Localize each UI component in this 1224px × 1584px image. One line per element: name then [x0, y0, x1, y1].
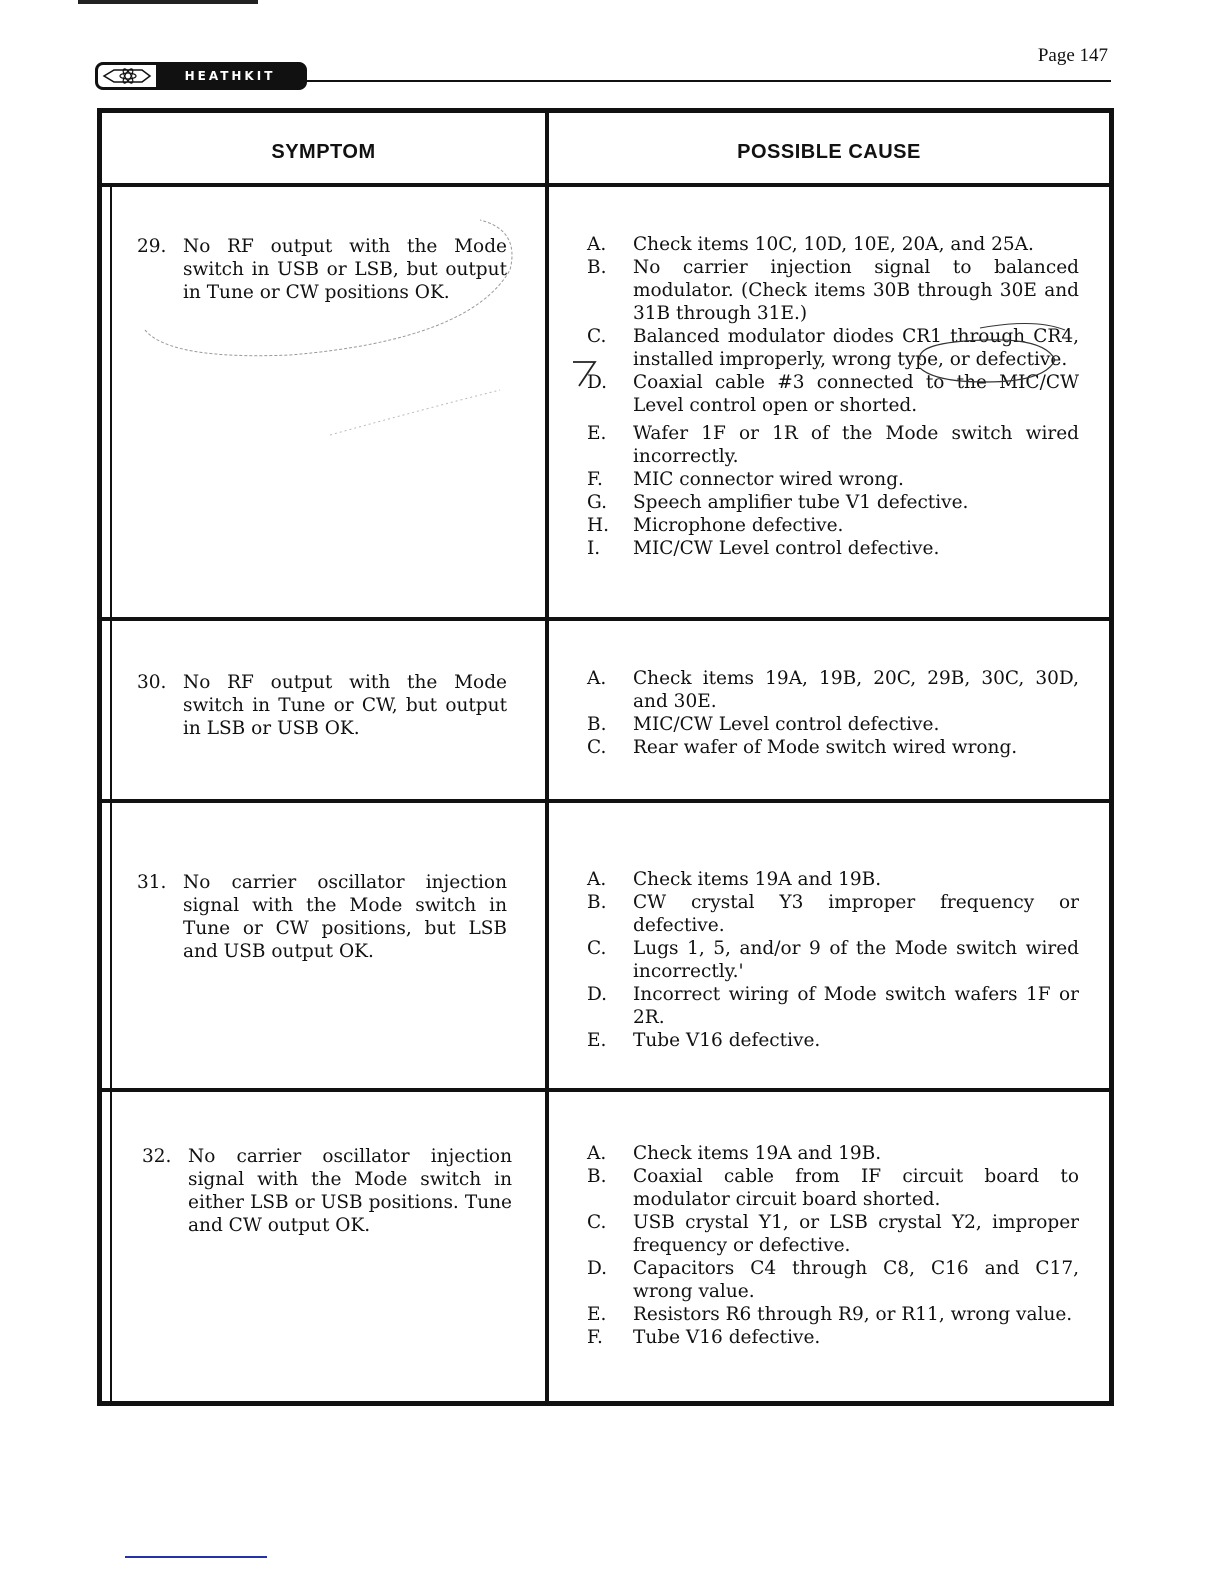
cause-text: Check items 19A and 19B. — [633, 1143, 882, 1164]
cause-letter: F. — [587, 1327, 603, 1348]
cause-text: Wafer 1F or 1R of the Mode switch wired incorrectly. — [633, 423, 1079, 467]
column-header-symptom: SYMPTOM — [271, 140, 376, 163]
causes-32 — [587, 1142, 1079, 1349]
cause-letter: C. — [587, 1212, 607, 1233]
causes-31 — [587, 868, 1079, 1052]
symptom-text: No carrier oscillator injection signal with the Mode switch in Tune or CW positions, but LSB and USB output OK. — [183, 872, 507, 962]
cause-text: USB crystal Y1, or LSB crystal Y2, improper frequency or defective. — [633, 1212, 1079, 1256]
symptom-number: 30. — [137, 672, 167, 693]
cause-letter: I. — [587, 538, 601, 559]
cause-item — [587, 983, 1079, 1029]
cause-text: Resistors R6 through R9, or R11, wrong value. — [633, 1304, 1073, 1325]
cause-item — [587, 514, 1079, 537]
symptom-30 — [137, 671, 507, 740]
cause-text: Check items 19A, 19B, 20C, 29B, 30C, 30D, and 30E. — [633, 668, 1079, 712]
cause-letter: D. — [587, 984, 608, 1005]
cause-item — [587, 1029, 1079, 1052]
symptom-text: No RF output with the Mode switch in Tune or CW, but output in LSB or USB OK. — [183, 672, 507, 739]
cause-item — [587, 1142, 1079, 1165]
cause-item — [587, 937, 1079, 983]
footer-mark — [125, 1556, 267, 1558]
symptom-number: 31. — [137, 872, 167, 893]
symptom-text: No carrier oscillator injection signal with the Mode switch in either LSB or USB positions. Tune and CW output OK. — [188, 1146, 512, 1236]
cause-letter: B. — [587, 257, 607, 278]
cause-letter: D. — [587, 1258, 608, 1279]
cause-text: Tube V16 defective. — [633, 1327, 821, 1348]
cause-letter: C. — [587, 326, 607, 347]
cause-letter: D. — [587, 372, 608, 393]
cause-text: Capacitors C4 through C8, C16 and C17, wrong value. — [633, 1258, 1079, 1302]
cause-item — [587, 868, 1079, 891]
header-rule — [305, 80, 1111, 82]
cause-text: CW crystal Y3 improper frequency or defective. — [633, 892, 1079, 936]
cause-text: MIC connector wired wrong. — [633, 469, 904, 490]
cause-letter: B. — [587, 892, 607, 913]
cause-letter: A. — [587, 234, 607, 255]
cause-item — [587, 1211, 1079, 1257]
cause-letter: A. — [587, 668, 607, 689]
cause-item — [587, 537, 1079, 560]
cause-item — [587, 713, 1079, 736]
cause-letter: C. — [587, 938, 607, 959]
symptom-31 — [137, 871, 507, 963]
symptom-number: 29. — [137, 236, 167, 257]
cause-letter: B. — [587, 1166, 607, 1187]
column-header-cause: POSSIBLE CAUSE — [737, 140, 921, 163]
cause-item — [587, 468, 1079, 491]
cause-text: Lugs 1, 5, and/or 9 of the Mode switch wired incorrectly.' — [633, 938, 1079, 982]
cause-item — [587, 891, 1079, 937]
page-number: Page 147 — [1037, 45, 1108, 66]
cause-text: Rear wafer of Mode switch wired wrong. — [633, 737, 1018, 758]
cause-letter: E. — [587, 1304, 607, 1325]
left-border-strip — [102, 185, 112, 1401]
cause-item — [587, 256, 1079, 325]
cause-text: Tube V16 defective. — [633, 1030, 821, 1051]
cause-letter: H. — [587, 515, 610, 536]
cause-text: Coaxial cable from IF circuit board to modulator circuit board shorted. — [633, 1166, 1079, 1210]
row-divider — [102, 799, 1109, 803]
cause-text: Check items 19A and 19B. — [633, 869, 882, 890]
cause-text: Microphone defective. — [633, 515, 844, 536]
cause-letter: F. — [587, 469, 603, 490]
symptom-text: No RF output with the Mode switch in USB or LSB, but output in Tune or CW positions OK. — [183, 236, 507, 303]
cause-letter: E. — [587, 423, 607, 444]
pencil-circle-mark — [140, 210, 520, 450]
cause-letter: A. — [587, 1143, 607, 1164]
cause-letter: E. — [587, 1030, 607, 1051]
cause-item — [587, 1303, 1079, 1326]
heathkit-logo — [95, 62, 307, 90]
cause-item — [587, 667, 1079, 713]
cause-item — [587, 233, 1079, 256]
row-divider — [102, 1088, 1109, 1092]
header-divider — [102, 183, 1109, 187]
row-divider — [102, 617, 1109, 621]
symptom-32 — [142, 1145, 512, 1237]
cause-letter: C. — [587, 737, 607, 758]
cause-item — [587, 491, 1079, 514]
atom-emblem-icon — [98, 65, 156, 87]
column-divider — [545, 113, 549, 1401]
cause-text: Balanced modulator diodes CR1 through CR4, installed improperly, wrong type, or defective. — [633, 326, 1079, 370]
cause-text: MIC/CW Level control defective. — [633, 714, 940, 735]
cause-item — [587, 1257, 1079, 1303]
cause-item — [587, 1165, 1079, 1211]
causes-30 — [587, 667, 1079, 759]
symptom-number: 32. — [142, 1146, 172, 1167]
cause-text: MIC/CW Level control defective. — [633, 538, 940, 559]
cause-letter: G. — [587, 492, 607, 513]
cause-item — [587, 422, 1079, 468]
logo-wordmark: HEATHKIT — [156, 65, 304, 87]
cause-item — [587, 736, 1079, 759]
cause-text: Incorrect wiring of Mode switch wafers 1F or 2R. — [633, 984, 1079, 1028]
cause-item — [587, 1326, 1079, 1349]
cause-text: Coaxial cable #3 connected to the MIC/CW Level control open or shorted. — [633, 372, 1079, 416]
pen-annotation-mark — [565, 320, 1085, 400]
cause-letter: A. — [587, 869, 607, 890]
cause-text: No carrier injection signal to balanced modulator. (Check items 30B through 30E and 31B through 31E.) — [633, 257, 1079, 324]
cause-text: Check items 10C, 10D, 10E, 20A, and 25A. — [633, 234, 1034, 255]
top-edge-rule — [78, 0, 258, 4]
cause-letter: B. — [587, 714, 607, 735]
cause-text: Speech amplifier tube V1 defective. — [633, 492, 969, 513]
